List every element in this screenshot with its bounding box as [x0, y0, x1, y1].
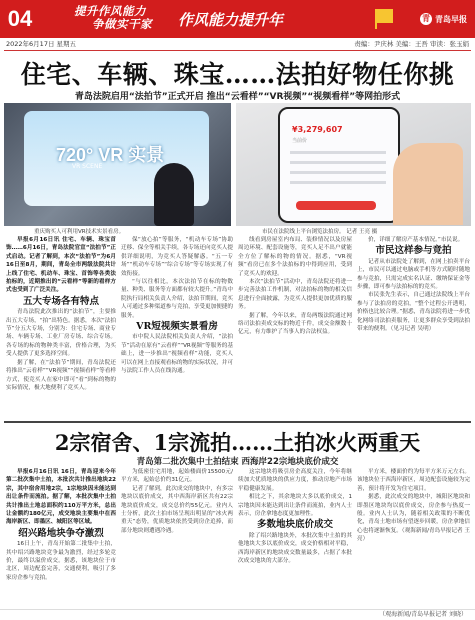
- issue-meta: [0, 39, 475, 50]
- phone-row: [290, 151, 386, 154]
- page-banner: [0, 0, 475, 38]
- auction-price-note: 当前价: [292, 138, 308, 144]
- article-divider: [4, 421, 471, 423]
- brand-logo-icon: 青: [422, 14, 430, 23]
- paragraph: 为低密住宅用地，起始楼面价15500元/平方米，起始总价约31亿元。: [121, 469, 233, 484]
- article2-column-3: [238, 468, 352, 608]
- paragraph: 保“放心拍”等服务，“机动车专场”协助迁移、保全等相关手续，各专场还向竞买人提供详细说明，为竞买人答疑解惑。“五一专场”“机动车专场”“综合专场”等专场实现了有效衔接。: [121, 237, 233, 277]
- article2-column-1: [6, 468, 116, 608]
- section-title: 五大专场各有特点: [22, 295, 99, 307]
- paragraph: 市民张先生表示，自己通过法院线上平台参与了法拍房的竞拍，“整个过程公开透明，价格也比较合理。”据悉，青岛法院将进一步优化网络司法拍卖服务，让更多群众享受到法拍带来的便利。（见习记者 吴明）: [357, 292, 470, 333]
- banner-slogan-main: 作风能力提升年: [178, 11, 284, 29]
- banner-slogan-top: 提升作风能力: [74, 6, 146, 18]
- photo2-caption: 市民在法院线上平台浏览法拍房。 记者 王亮 摄: [262, 229, 378, 235]
- article1-column-2: [121, 236, 233, 419]
- auction-price: ¥3,279,607: [292, 125, 343, 134]
- paragraph: 据悉，此次成交的地块中，城阳区地块和即墨区地块均以底价成交，房企参与热度一般。业内人士认为，随着相关政策的不断优化，青岛土地市场有望逐步回暖，房企拿地信心也将逐渐恢复。（观海新闻/青岛早报记者 王亮）: [357, 494, 470, 543]
- article1-subhead: 青岛法院启用“法拍节”正式开启 推出“云看样”“VR视频”“视频看样”等网拍形式: [74, 92, 401, 102]
- editors-line: 责编：尹庆林 美编：王吾 审读：张玉娟: [354, 40, 469, 48]
- phone-row: [290, 181, 386, 184]
- article2-column-4: [357, 468, 470, 608]
- brand-logo: [420, 13, 467, 25]
- paragraph: 除了绍兴路地块外，本批次集中土拍的其他地块大多以底价成交，成交价格相对平稳，西海岸新区的地块成交数量最多，占据了本批次成交地块的大部分。: [238, 532, 352, 565]
- paragraph: 记者从市法院处了解到，在网上拍卖平台上，市民可以通过电脑或手机等方式随时随地参与竞拍，只需完成实名认证、缴纳保证金等步骤，即可参与法拍标的的竞买。: [357, 258, 470, 291]
- banner-slogan: [74, 6, 152, 32]
- paragraph: 价，详细了解房产基本情况。”市民说。: [368, 237, 464, 243]
- vr-label: 720° VR 实景: [56, 145, 165, 165]
- phone-auction-photo: [236, 103, 471, 226]
- issue-date: 2022年6月17日 星期五: [6, 40, 77, 48]
- phone-row: [290, 161, 386, 164]
- article1-column-1: [6, 236, 116, 419]
- phone-row: [290, 171, 386, 174]
- article2-headline: 2宗宿舍、1宗流拍……土拍冰火两重天: [54, 430, 421, 455]
- section-title: 多数地块底价成交: [256, 519, 333, 531]
- paragraph: 这宗地块将吸引房企高度关注，今年将继续加大优质地块的供应力度，推动房地产市场平稳健康发展。: [238, 469, 352, 492]
- paragraph: 据了解，今年以来，青岛两级法院通过网络司法拍卖成交标的物近千件，成交金额数十亿元，有力维护了当事人的合法权益。: [238, 312, 352, 336]
- section-title: 市民这样参与竞拍: [375, 245, 452, 257]
- article1-column-3: [238, 236, 352, 419]
- brand-name: 青岛早报: [435, 14, 467, 24]
- paragraph: 早报6月16日讯 住宅、车辆、珠宝首饰……6月16日，青岛法院官宣“法拍节”正式启动。记者了解到，本次“法拍节”为6月16日至8月，期间，青岛全市两级法院共计上线了住宅、机动车、珠宝、首饰等各类法拍标的，近期推出的“云看样”等新的看样方式也受到了广泛关注。: [6, 237, 116, 294]
- paragraph: 线看到房屋室内布局、装修情况以及房屋周边环境、配套设施等，竞买人足不出户就能全方位了解标的物的情况。据悉，“VR视频”看房已在多个法拍标的中得到应用，受到了竞买人的欢迎。: [238, 237, 352, 277]
- party-flag-icon: [371, 5, 397, 31]
- footer-note: （观海新闻/青岛早报记者 刘晓）: [0, 609, 475, 620]
- hand-silhouette: [393, 143, 463, 225]
- photo1-caption: 重庆购买人可利用VR技术实景看房。: [34, 229, 125, 235]
- paragraph: 本次“法拍节”活动中，青岛法院还将进一步完善法拍工作机制，对法拍标的物的相关信息进行全面披露，为竞买人提供更加优质的服务。: [238, 279, 352, 311]
- article2-column-2: [121, 468, 233, 608]
- phone-bid-button: [296, 201, 376, 210]
- paragraph: 市中院人民法院相关负责人介绍，“法拍节”活动在原有“云看样”“VR视频”等服务的基础上，进一步推出“视频看样”功能，竞买人可以在网上直接观看标的物的实际状况，并可与法院工作人员在线沟通。: [121, 334, 233, 375]
- vr-house-photo: [4, 103, 231, 226]
- paragraph: 据了解，在“法拍节”期间，青岛法院还将推出“云看样”“VR视频”“视频看样”等看样方式，使竞买人在家中即可“看”到标的物的实际情况，极大地便利了竞买人。: [6, 359, 116, 391]
- paragraph: 青岛法院此次推出的“法拍节”，主要推出五大专场，“拍”出特色。据悉，本次“法拍节”分五大专场，分别为：住宅专场、商业专场、车辆专场、工业厂房专场、综合专场。各专场的标的物种类丰富，价格合理，为买受人提供了更多选择空间。: [6, 309, 116, 358]
- article1-column-4: [357, 236, 470, 419]
- banner-slogan-bottom: 争做实干家: [92, 19, 152, 31]
- paragraph: 16日上午，青岛开始第二批集中土拍，其中绍兴路地块竞争最为激烈，经过多轮竞价，最终以溢价成交。据悉，该地块位于市北区，周边配套完善，交通便利，吸引了多家房企参与竞拍。: [6, 541, 116, 581]
- top-rule: [4, 50, 471, 51]
- viewer-silhouette: [154, 163, 194, 226]
- page-number: 04: [7, 6, 33, 31]
- paragraph: “与以往相比，本次法拍节在标的物数量、种类、服务等方面都有较大提升。”青岛中院执行局相关负责人介绍，法拍节期间，竞买人可通过多种渠道参与竞拍，享受更加便捷的服务。: [121, 279, 233, 319]
- article2-subhead: 青岛第二批次集中土拍结束 西海岸22宗地块底价成交: [136, 457, 339, 467]
- article1-headline: 住宅、车辆、珠宝……法拍好物任你挑: [20, 60, 455, 89]
- paragraph: 平方米，楼面价约为每平方米万元左右。该地块位于西海岸新区，周边配套设施较为完善，预计将开发为住宅项目。: [357, 469, 470, 492]
- section-title: VR短视频实景看房: [136, 321, 218, 333]
- paragraph: 记者了解到，此次成交的地块中，有多宗地块以底价成交，其中西海岸新区共有22宗地块底价成交，成交总价约55亿元。业内人士分析，此次土拍市场呈现出明显的“冰火两重天”态势，优质地块依然受到房企追捧，而部分地块则遭遇冷遇。: [121, 485, 233, 534]
- paragraph: 相比之下，其余地块大多以底价成交，1宗地块因未能达到出让条件而流拍，业内人士表示，房企拿地态度更加理性。: [238, 494, 352, 518]
- section-title: 绍兴路地块争夺激烈: [18, 527, 104, 539]
- vr-sublabel: VR SCENE: [72, 163, 103, 170]
- paragraph: 早报6月16日讯 16日，青岛迎来今年第二批次集中土拍，本批次共计推出地块22宗，其中宿舍用地2宗，1宗地块因未能达到出让条件而流拍。据了解，本批次集中土拍共计推出土地总面积约110万平方米，总出让金额约180亿元，成交地块主要集中在西海岸新区、即墨区、城阳区等区域。: [6, 469, 116, 526]
